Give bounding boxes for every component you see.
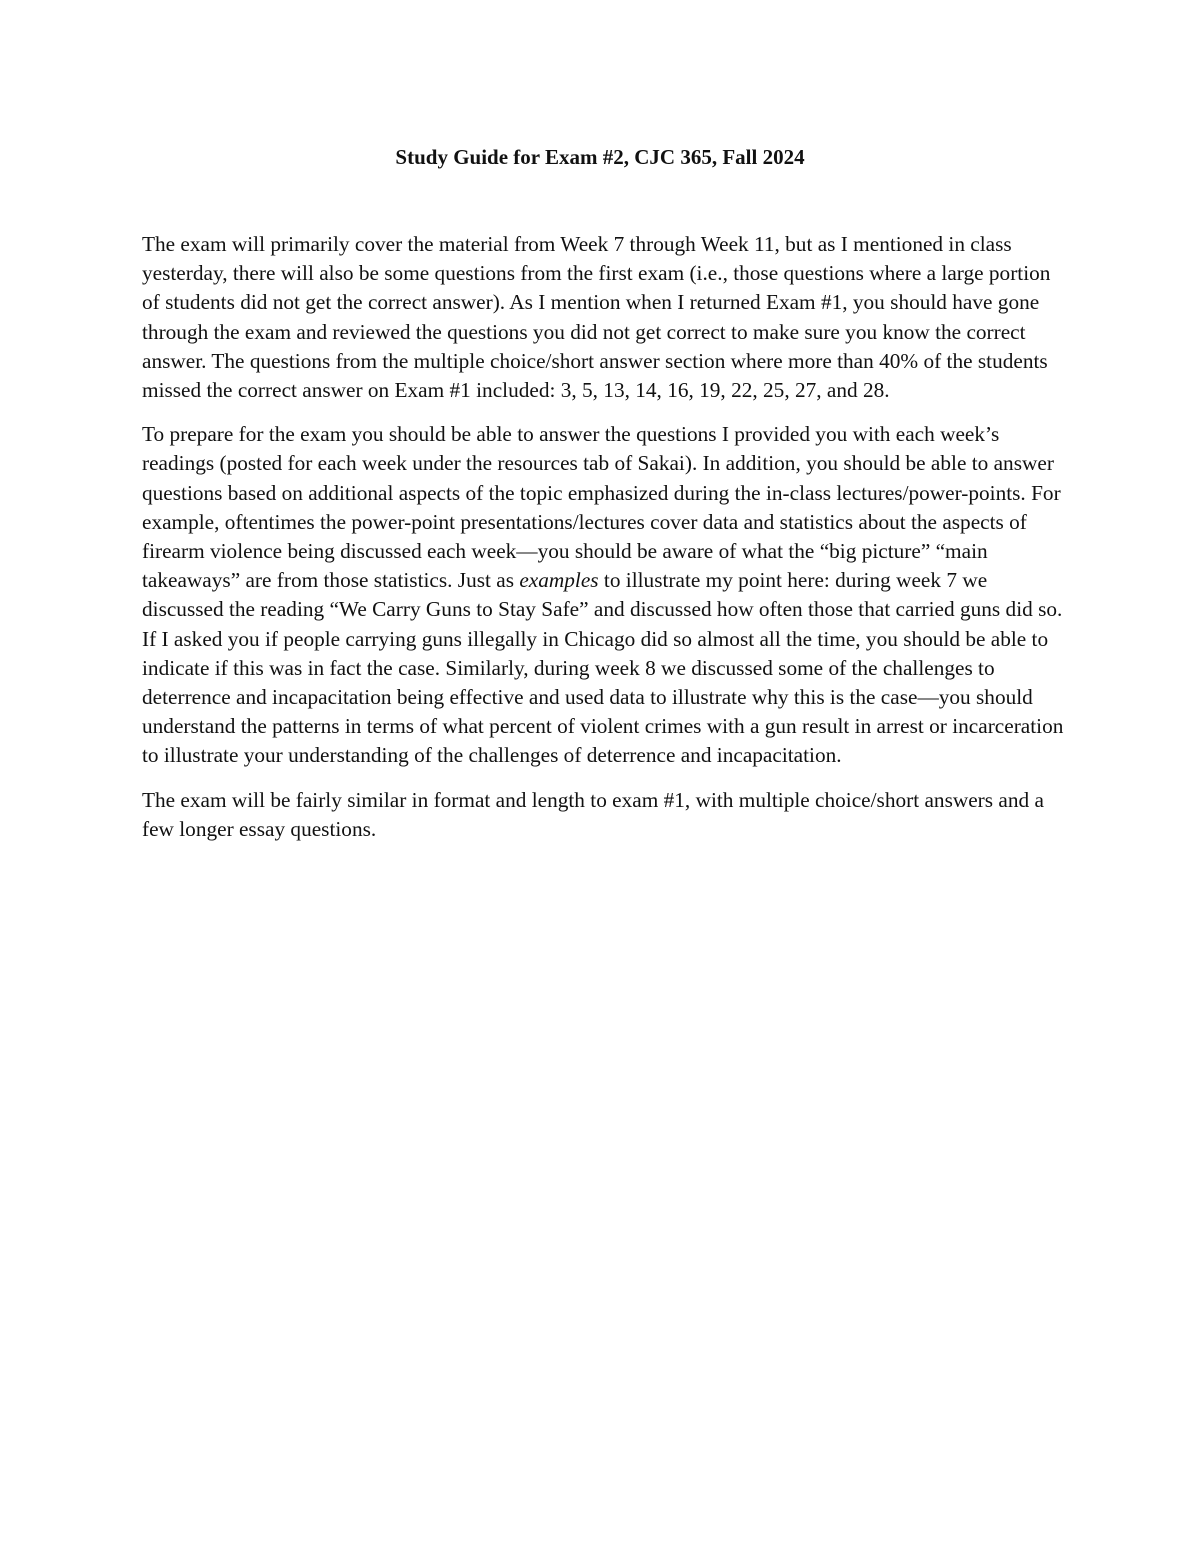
document-title: Study Guide for Exam #2, CJC 365, Fall 2024 xyxy=(395,145,805,169)
paragraph-exam-format: The exam will be fairly similar in format and length to exam #1, with multiple choice/short answers and a few longer essay questions. xyxy=(142,787,1044,841)
document-body xyxy=(142,230,1072,859)
paragraph-preparation-text-start: To prepare for the exam you should be able to answer the questions I provided you with each week’s readings (posted for each week under the resources tab of Sakai). In addition, you should be able to answer questions based on additional aspects of the topic emphasized during the in-class lectures/power-points. For example, oftentimes the power-point presentations/lectures cover data and statistics about the aspects of firearm violence being discussed each week—you should be aware of what the “big picture” “main takeaways” are from those statistics. Just as xyxy=(142,422,1061,593)
paragraph-preparation-text-end: to illustrate my point here: during week 7 we discussed the reading “We Carry Guns to Stay Safe” and discussed how often those that carried guns did so. If I asked you if people carrying guns illegally in Chicago did so almost all the time, you should be able to indicate if this was in fact the case. Similarly, during week 8 we discussed some of the challenges to deterrence and incapacitation being effective and used data to illustrate why this is the case—you should understand the patterns in terms of what percent of violent crimes with a gun result in arrest or incarceration to illustrate your understanding of the challenges of deterrence and incapacitation. xyxy=(142,568,1064,768)
paragraph-preparation xyxy=(142,420,1072,770)
paragraph-exam-coverage: The exam will primarily cover the material from Week 7 through Week 11, but as I mentioned in class yesterday, there will also be some questions from the first exam (i.e., those questions where a large portion of students did not get the correct answer). As I mention when I returned Exam #1, you should have gone through the exam and reviewed the questions you did not get correct to make sure you know the correct answer. The questions from the multiple choice/short answer section where more than 40% of the students missed the correct answer on Exam #1 included: 3, 5, 13, 14, 16, 19, 22, 25, 27, and 28. xyxy=(142,232,1051,403)
emphasis-examples: examples xyxy=(519,568,599,593)
